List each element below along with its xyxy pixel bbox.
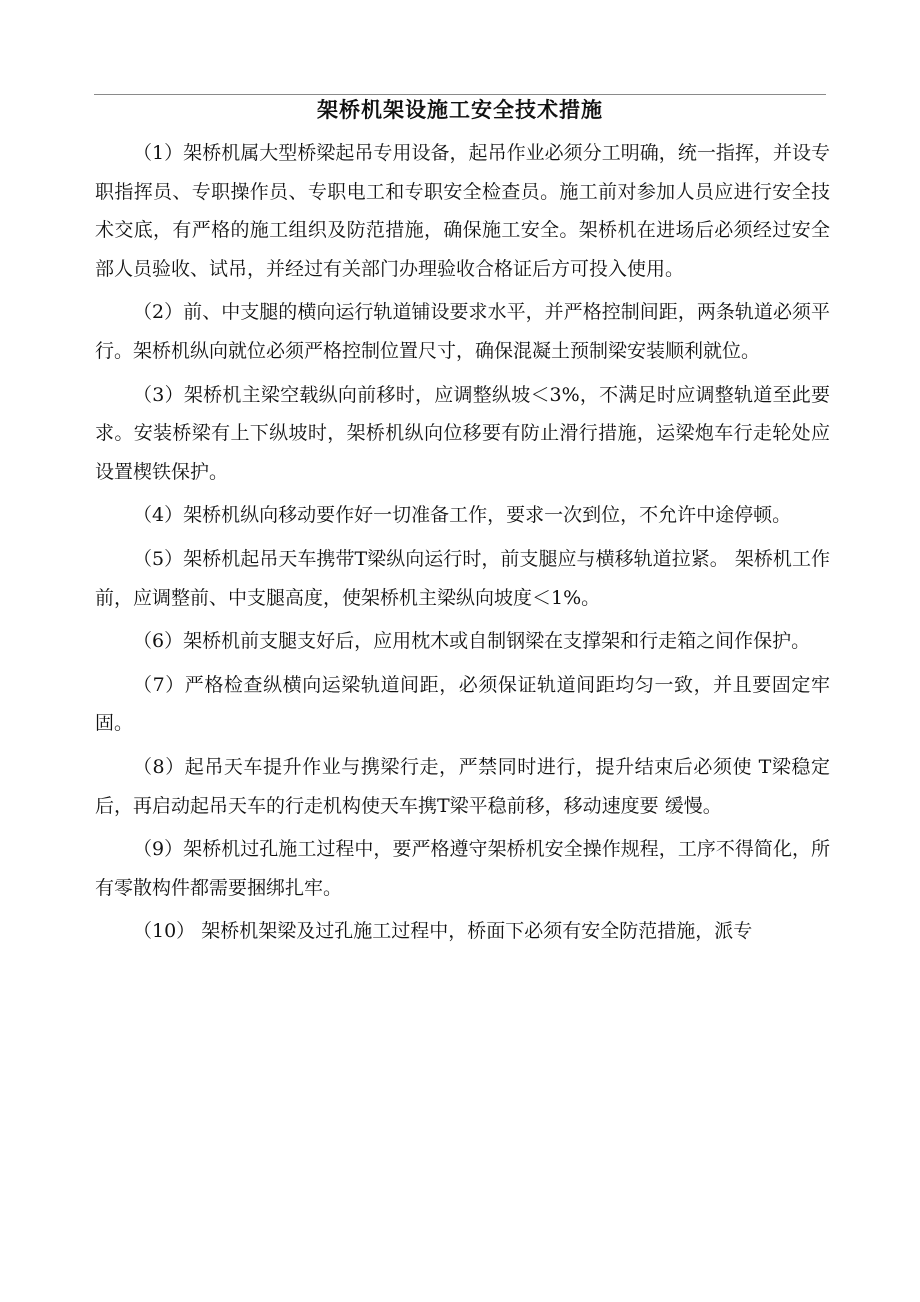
paragraph-2: （2）前、中支腿的横向运行轨道铺设要求水平，并严格控制间距，两条轨道必须平行。架桥机纵向就位必须严格控制位置尺寸，确保混凝土预制梁安装顺利就位。 [95,301,830,362]
paragraph-3: （3）架桥机主梁空载纵向前移时，应调整纵坡＜3%，不满足时应调整轨道至此要求。安装桥梁有上下纵坡时，架桥机纵向位移要有防止滑行措施，运梁炮车行走轮处应设置楔铁保护。 [95,383,830,483]
document-title: 架桥机架设施工安全技术措施 [317,98,603,122]
paragraph-5: （5）架桥机起吊天车携带T梁纵向运行时，前支腿应与横移轨道拉紧。 架桥机工作前，应调整前、中支腿高度，使架桥机主梁纵向坡度＜1%。 [95,547,830,609]
paragraph-1: （1）架桥机属大型桥梁起吊专用设备，起吊作业必须分工明确，统一指挥，并设专职指挥员、专职操作员、专职电工和专职安全检查员。施工前对参加人员应进行安全技术交底，有严格的施工组织及防范措施，确保施工安全。架桥机在进场后必须经过安全部人员验收、试吊，并经过有关部门办理验收合格证后方可投入使用。 [95,142,830,280]
paragraph-8: （8）起吊天车提升作业与携梁行走，严禁同时进行，提升结束后必须使 T梁稳定后，再启动起吊天车的行走机构使天车携T梁平稳前移，移动速度要 缓慢。 [95,755,830,817]
paragraph-6: （6）架桥机前支腿支好后，应用枕木或自制钢梁在支撑架和行走箱之间作保护。 [133,630,811,653]
paragraph-9: （9）架桥机过孔施工过程中，要严格遵守架桥机安全操作规程，工序不得简化，所有零散构件都需要捆绑扎牢。 [95,838,830,899]
paragraph-10: （10） 架桥机架梁及过孔施工过程中，桥面下必须有安全防范措施，派专 [133,920,753,943]
paragraph-4: （4）架桥机纵向移动要作好一切准备工作，要求一次到位，不允许中途停顿。 [133,504,792,527]
paragraph-7: （7）严格检查纵横向运梁轨道间距，必须保证轨道间距均匀一致，并且要固定牢固。 [95,673,830,735]
document-body [95,134,830,956]
